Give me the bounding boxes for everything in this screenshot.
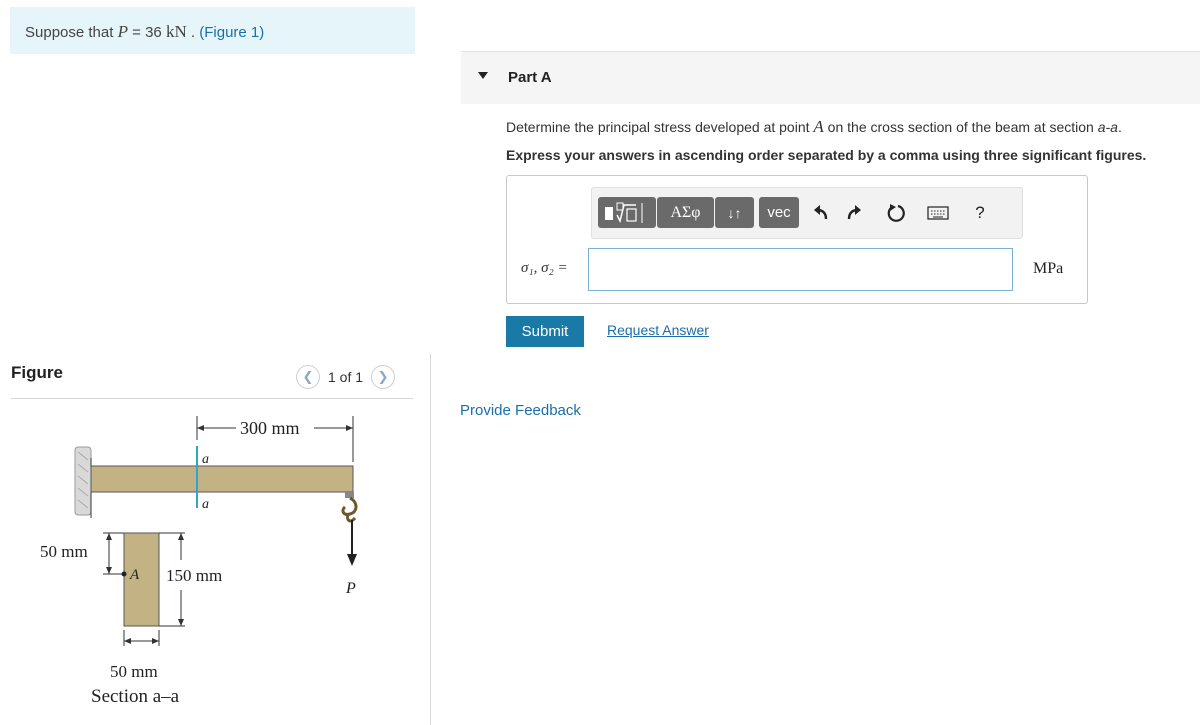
section-symbol: a-a [1097,119,1118,135]
provide-feedback-link[interactable]: Provide Feedback [460,402,581,419]
flange-label: 50 mm [40,542,88,561]
hook [343,492,356,521]
subscript-superscript-button[interactable]: ↓↑ [715,197,754,228]
templates-icon [602,201,652,225]
greek-symbols-button[interactable]: ΑΣφ [657,197,714,228]
beam [91,466,353,492]
beam-figure [0,400,430,725]
load-label: P [346,580,356,597]
chevron-left-icon[interactable]: ❮ [296,365,320,389]
point-a [122,572,127,577]
fixed-wall [75,447,91,515]
problem-value: 36 [145,24,162,41]
section-caption: Section a–a [91,686,180,707]
templates-button[interactable] [598,197,656,228]
instruction-text: Express your answers in ascending order separated by a comma using three significant figures. [506,147,1147,163]
point-a-label: A [130,567,140,583]
section-mark-top: a [202,452,209,467]
problem-separator: . [186,24,200,41]
part-label: Part A [508,69,552,86]
figure-navigation [296,365,395,389]
undo-icon[interactable] [809,201,833,225]
problem-unit: kN [165,22,187,41]
problem-equals: = [127,24,146,41]
math-toolbar [591,187,1023,239]
depth-label: 150 mm [166,566,223,585]
problem-variable: P [117,22,128,41]
help-icon[interactable]: ? [975,203,985,222]
answer-box [506,175,1088,304]
vector-button[interactable]: vec [759,197,799,228]
point-symbol: A [813,117,824,136]
part-a-header[interactable] [461,51,1200,104]
keyboard-icon[interactable] [926,201,950,225]
submit-button[interactable]: Submit [506,316,584,347]
section-mark-bottom: a [202,497,209,512]
width-label: 50 mm [110,662,158,681]
problem-prefix: Suppose that [25,24,118,41]
figure-divider [11,398,413,399]
length-label: 300 mm [240,418,300,438]
figure-counter: 1 of 1 [328,369,364,385]
problem-statement [10,7,415,54]
request-answer-link[interactable]: Request Answer [607,322,709,338]
answer-label: σ₁, σ₂ = [521,260,568,276]
column-divider [430,354,431,725]
question-text: Determine the principal stress developed at point A on the cross section of the beam at section a-a. [506,117,1122,136]
units-label: MPa [1033,260,1064,277]
reset-icon[interactable] [884,201,908,225]
chevron-right-icon[interactable]: ❯ [371,365,395,389]
redo-icon[interactable] [842,201,866,225]
answer-input[interactable] [588,248,1013,291]
figure-link[interactable]: (Figure 1) [199,24,265,41]
caret-down-icon[interactable] [478,72,488,79]
figure-title: Figure [11,363,63,382]
